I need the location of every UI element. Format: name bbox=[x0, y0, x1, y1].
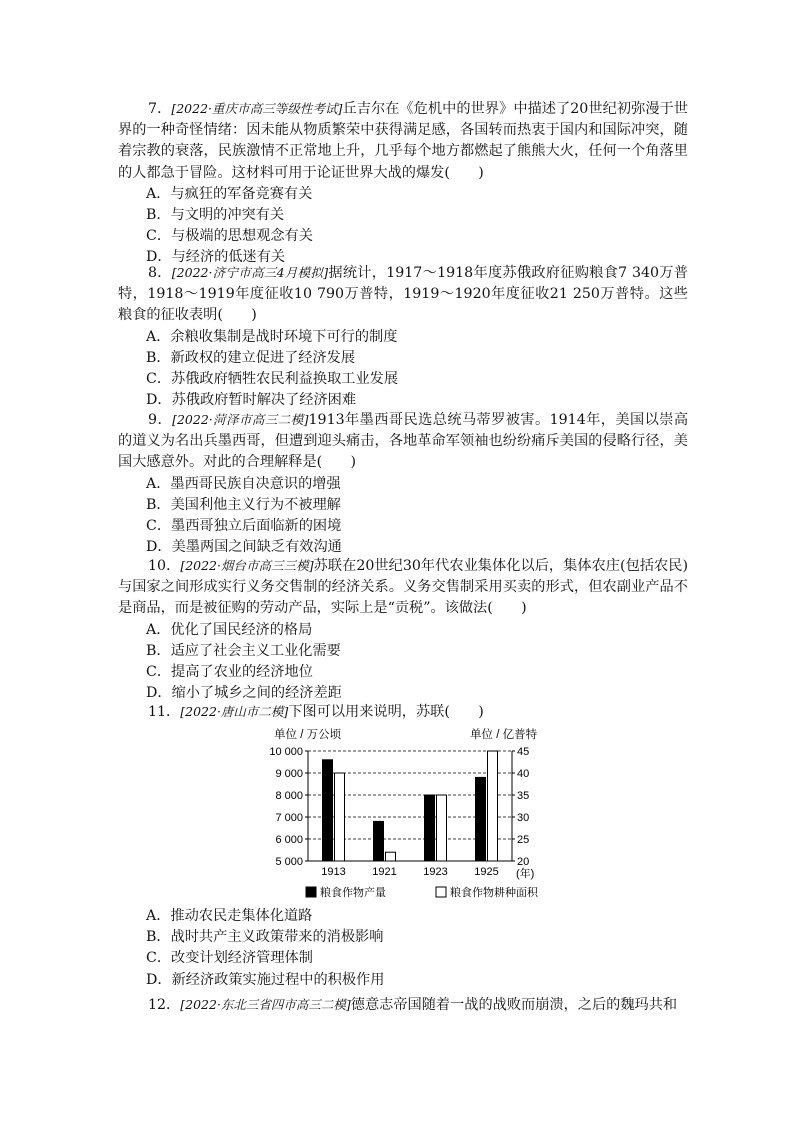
question-number: 10． bbox=[148, 558, 181, 574]
question-9 bbox=[118, 409, 688, 558]
x-tick-label: 1921 bbox=[372, 866, 397, 878]
x-tick-label: 1913 bbox=[321, 866, 346, 878]
right-tick-label: 40 bbox=[517, 768, 530, 780]
bar-area bbox=[386, 852, 396, 861]
question-number: 8． bbox=[148, 265, 172, 281]
question-text: 苏联在20世纪30年代农业集体化以后，集体农庄(包括农民)与国家之间形成实行义务交售制的经济关系。义务交售制采用买卖的形式，但农副业产品不是商品，而是被征购的劳动产品，实际上是“贡税”。该做法( ) bbox=[118, 558, 688, 617]
question-stem bbox=[118, 555, 688, 620]
question-text: 据统计，1917～1918年度苏俄政府征购粮食7 340万普特，1918～1919年度征收10 790万普特，1919～1920年度征收21 250万普特。这些粮食的征收表明( ) bbox=[118, 265, 688, 324]
question-stem bbox=[118, 98, 688, 184]
question-stem bbox=[118, 262, 688, 327]
question-12 bbox=[118, 994, 688, 1016]
right-tick-label: 30 bbox=[517, 812, 530, 824]
question-number: 7． bbox=[148, 101, 172, 117]
option-c: C．墨西哥独立后面临新的困境 bbox=[146, 518, 342, 535]
left-tick-label: 5 000 bbox=[275, 856, 303, 868]
bar-area bbox=[488, 751, 498, 861]
option-d: D．缩小了城乡之间的经济差距 bbox=[146, 685, 342, 702]
option-a: A．与疯狂的军备竞赛有关 bbox=[146, 185, 313, 202]
right-tick-label: 45 bbox=[517, 746, 530, 758]
bar-area bbox=[437, 795, 447, 861]
question-number: 12． bbox=[148, 997, 181, 1013]
option-c: C．提高了农业的经济地位 bbox=[146, 664, 313, 681]
left-axis-label: 单位 / 万公顷 bbox=[274, 729, 342, 741]
legend-label-area: 粮食作物耕种面积 bbox=[450, 887, 538, 899]
left-tick-label: 9 000 bbox=[275, 768, 303, 780]
question-stem bbox=[118, 409, 688, 474]
option-c: C．改变计划经济管理体制 bbox=[146, 950, 313, 967]
bar-production bbox=[323, 760, 333, 861]
left-tick-label: 6 000 bbox=[275, 834, 303, 846]
option-b: B．战时共产主义政策带来的消极影响 bbox=[146, 929, 384, 946]
right-tick-label: 25 bbox=[517, 834, 530, 846]
grain-chart bbox=[262, 720, 552, 905]
legend-swatch-area bbox=[436, 887, 446, 897]
question-10 bbox=[118, 555, 688, 704]
option-c: C．苏俄政府牺牲农民利益换取工业发展 bbox=[146, 371, 399, 388]
option-d: D．新经济政策实施过程中的积极作用 bbox=[146, 971, 385, 988]
question-text: 德意志帝国随着一战的战败而崩溃，之后的魏玛共和 bbox=[350, 997, 678, 1013]
x-tick-label: 1925 bbox=[474, 866, 499, 878]
option-a: A．墨西哥民族自决意识的增强 bbox=[146, 475, 341, 492]
question-source: [2022·烟台市高三三模] bbox=[180, 558, 314, 573]
option-a: A．优化了国民经济的格局 bbox=[146, 621, 313, 638]
option-a: A．推动农民走集体化道路 bbox=[146, 908, 313, 924]
question-text: 丘吉尔在《危机中的世界》中描述了20世纪初弥漫于世界的一种奇怪情绪：因未能从物质繁荣中获得满足感，各国转而热衷于国内和国际冲突，随着宗教的衰落，民族激情不正常地上升，几乎每个地方都燃起了熊熊大火，任何一个角落里的人都急于冒险。这材料可用于论证世界大战的爆发( ) bbox=[118, 101, 688, 181]
question-text: 下图可以用来说明，苏联( ) bbox=[288, 704, 484, 720]
option-d: D．与经济的低迷有关 bbox=[146, 249, 286, 266]
question-source: [2022·唐山市二模] bbox=[180, 704, 289, 719]
right-tick-label: 35 bbox=[517, 790, 530, 802]
option-d: D．美墨两国之间缺乏有效沟通 bbox=[146, 539, 342, 556]
chart-legend bbox=[306, 885, 539, 899]
option-b: B．美国利他主义行为不被理解 bbox=[146, 496, 341, 513]
question-source: [2022·济宁市高三4月模拟] bbox=[171, 265, 329, 280]
chart-bars bbox=[323, 751, 498, 861]
bar-production bbox=[374, 821, 384, 861]
option-b: B．新政权的建立促进了经济发展 bbox=[146, 349, 356, 366]
question-7 bbox=[118, 98, 688, 269]
bar-production bbox=[476, 777, 486, 861]
question-source: [2022·重庆市高三等级性考试] bbox=[171, 101, 343, 116]
option-d: D．苏俄政府暂时解决了经济困难 bbox=[146, 392, 357, 409]
right-axis-label: 单位 / 亿普特 bbox=[470, 729, 538, 741]
question-stem bbox=[118, 994, 688, 1016]
option-b: B．与文明的冲突有关 bbox=[146, 207, 285, 224]
bar-production bbox=[425, 795, 435, 861]
right-tick-label: 20 bbox=[517, 856, 530, 868]
question-source: [2022·菏泽市高三二模] bbox=[172, 412, 309, 427]
legend-label-production: 粮食作物产量 bbox=[320, 887, 386, 899]
question-text: 1913年墨西哥民选总统马蒂罗被害。1914年，美国以崇高的道义为名出兵墨西哥，但遭到迎头痛击，各地革命军领袖也纷纷痛斥美国的侵略行径，美国大感意外。对此的合理解释是( ) bbox=[118, 412, 689, 471]
x-axis-unit: (年) bbox=[516, 868, 535, 880]
legend-swatch-production bbox=[306, 887, 316, 897]
question-number: 11． bbox=[148, 704, 181, 720]
left-tick-label: 7 000 bbox=[275, 812, 303, 824]
question-8 bbox=[118, 262, 688, 411]
option-c: C．与极端的思想观念有关 bbox=[146, 228, 313, 245]
bar-area bbox=[335, 773, 345, 861]
question-source: [2022·东北三省四市高三二模] bbox=[180, 997, 351, 1012]
left-tick-label: 8 000 bbox=[275, 790, 303, 802]
option-b: B．适应了社会主义工业化需要 bbox=[146, 642, 341, 659]
left-tick-label: 10 000 bbox=[269, 746, 303, 758]
question-number: 9． bbox=[148, 412, 173, 428]
question-11-options bbox=[118, 906, 688, 991]
x-tick-label: 1923 bbox=[423, 866, 448, 878]
option-a: A．余粮收集制是战时环境下可行的制度 bbox=[146, 328, 398, 345]
